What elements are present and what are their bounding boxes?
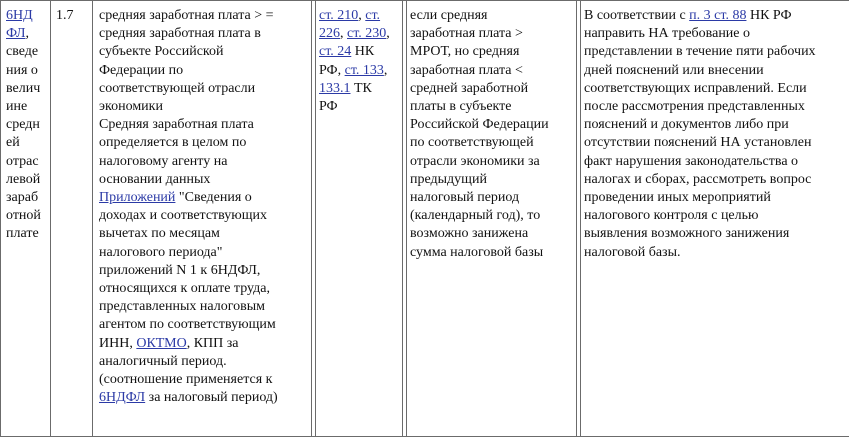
- text-run: Средняя заработная плата: [99, 117, 254, 133]
- text-line: [99, 134, 278, 152]
- text-run: ния о: [6, 62, 38, 78]
- text-run: соответствующей отрасли: [99, 80, 256, 96]
- text-line: [99, 207, 278, 225]
- text-run: отной: [6, 208, 41, 224]
- text-line: [584, 244, 816, 262]
- text-run: если средняя: [410, 8, 488, 23]
- text-run: дней пояснений или внесении: [584, 62, 764, 78]
- cell-ratio-description: [93, 1, 311, 436]
- text-run: ,: [25, 26, 30, 42]
- text-run: экономики: [99, 99, 163, 115]
- text-line: [99, 43, 278, 61]
- text-line: [584, 98, 816, 116]
- table-border-bottom: [0, 436, 849, 437]
- text-line: [6, 98, 41, 116]
- reference-link[interactable]: ФЛ: [6, 26, 26, 42]
- text-run: заработная плата >: [410, 26, 523, 42]
- text-run: платы в субъекте: [410, 99, 512, 115]
- text-run: вычетах по месяцам: [99, 226, 220, 242]
- text-run: Российской Федерации: [410, 117, 549, 133]
- text-run: МРОТ, но средняя: [410, 44, 520, 60]
- column-divider-4: [402, 0, 403, 437]
- text-line: [99, 171, 278, 189]
- text-run: (соотношение применяется к: [99, 372, 273, 388]
- text-run: средняя заработная плата > =: [99, 8, 274, 23]
- text-run: ,: [340, 26, 347, 42]
- reference-link[interactable]: ст. 230: [347, 26, 387, 42]
- text-line: [99, 244, 278, 262]
- text-run: ТК: [350, 80, 372, 96]
- cell-text: [56, 7, 74, 25]
- text-line: [410, 244, 549, 262]
- reference-link[interactable]: 226: [319, 26, 340, 42]
- text-run: ,: [358, 8, 366, 23]
- text-run: определяется в целом по: [99, 135, 247, 151]
- text-line: [6, 62, 41, 80]
- text-line: [99, 80, 278, 98]
- text-line: [6, 134, 41, 152]
- text-run: заработная плата <: [410, 62, 523, 78]
- cell-text: [319, 7, 390, 116]
- text-run: плате: [6, 226, 39, 242]
- text-run: приложений N 1 к 6НДФЛ,: [99, 262, 261, 278]
- text-run: В соответствии с: [584, 8, 690, 23]
- text-run: соответствующих исправлений. Если: [584, 80, 807, 96]
- text-run: зараб: [6, 190, 39, 206]
- text-run: налогового периода": [99, 244, 223, 260]
- text-run: РФ,: [319, 62, 345, 78]
- text-line: [99, 371, 278, 389]
- text-line: [584, 171, 816, 189]
- text-line: [99, 189, 278, 207]
- text-run: предыдущий: [410, 171, 487, 187]
- text-line: [6, 189, 41, 207]
- text-line: [319, 43, 390, 61]
- text-line: [410, 116, 549, 134]
- reference-link[interactable]: ст.: [365, 8, 381, 23]
- text-line: [6, 171, 41, 189]
- text-line: [99, 62, 278, 80]
- cell-text: [99, 7, 278, 407]
- text-run: факт нарушения законодательства о: [584, 153, 799, 169]
- text-run: за налоговый период): [145, 390, 278, 406]
- text-line: [99, 280, 278, 298]
- text-line: [319, 7, 390, 25]
- text-line: [410, 80, 549, 98]
- text-run: РФ: [319, 99, 338, 115]
- text-line: [584, 43, 816, 61]
- text-run: налоговому агенту на: [99, 153, 228, 169]
- text-line: [99, 98, 278, 116]
- text-line: [6, 80, 41, 98]
- text-line: [584, 207, 816, 225]
- cell-action: [581, 1, 849, 436]
- column-divider-3: [311, 0, 312, 437]
- text-run: доходах и соответствующих: [99, 208, 268, 224]
- text-line: [584, 25, 816, 43]
- text-run: возможно занижена: [410, 226, 529, 242]
- text-line: [6, 43, 41, 61]
- text-run: субъекте Российской: [99, 44, 224, 60]
- text-run: 1.7: [56, 8, 74, 23]
- text-line: [584, 225, 816, 243]
- cell-condition: [407, 1, 576, 436]
- text-line: [6, 116, 41, 134]
- text-line: [410, 62, 549, 80]
- text-line: [99, 335, 278, 353]
- reference-link[interactable]: ОКТМО: [136, 335, 187, 351]
- text-run: по соответствующей: [410, 135, 534, 151]
- text-line: [410, 153, 549, 171]
- text-line: [319, 25, 390, 43]
- text-line: [99, 353, 278, 371]
- reference-link[interactable]: 6НДФЛ: [99, 390, 146, 406]
- text-run: аналогичный период.: [99, 353, 227, 369]
- text-run: относящихся к оплате труда,: [99, 281, 270, 297]
- reference-link[interactable]: ст. 24: [319, 44, 352, 60]
- text-run: представленных налоговым: [99, 299, 265, 315]
- text-line: [410, 207, 549, 225]
- text-line: [410, 189, 549, 207]
- text-run: ИНН,: [99, 335, 137, 351]
- text-line: [99, 116, 278, 134]
- cell-legal-references: [316, 1, 402, 436]
- text-line: [99, 389, 278, 407]
- text-line: [6, 7, 41, 25]
- reference-link[interactable]: п. 3 ст. 88: [689, 8, 747, 23]
- text-line: [410, 171, 549, 189]
- text-line: [584, 189, 816, 207]
- cell-ratio-number: [51, 1, 92, 436]
- cell-report-name: [1, 1, 50, 436]
- text-run: налоговой базы.: [584, 244, 681, 260]
- text-run: НК РФ: [746, 8, 792, 23]
- text-run: , КПП за: [186, 335, 239, 351]
- text-line: [99, 25, 278, 43]
- reference-link[interactable]: 6НД: [6, 8, 33, 23]
- text-line: [319, 98, 390, 116]
- text-line: [99, 7, 278, 25]
- text-run: пояснений и документов либо при: [584, 117, 789, 133]
- text-run: средней заработной: [410, 80, 529, 96]
- text-line: [410, 25, 549, 43]
- text-run: велич: [6, 80, 41, 96]
- text-run: ,: [383, 62, 388, 78]
- text-run: налогового контроля с целью: [584, 208, 759, 224]
- text-line: [410, 98, 549, 116]
- text-run: отсутствии пояснений НА установлен: [584, 135, 812, 151]
- text-line: [584, 116, 816, 134]
- text-run: средн: [6, 117, 40, 133]
- text-run: НК: [351, 44, 375, 60]
- cell-text: [410, 7, 549, 262]
- text-run: представлении в течение пяти рабочих: [584, 44, 816, 60]
- text-line: [99, 298, 278, 316]
- text-line: [319, 62, 390, 80]
- text-line: [6, 25, 41, 43]
- text-line: [6, 153, 41, 171]
- text-line: [584, 134, 816, 152]
- text-line: [56, 7, 74, 25]
- reference-link[interactable]: 133.1: [319, 80, 351, 96]
- text-line: [584, 80, 816, 98]
- text-line: [99, 262, 278, 280]
- text-run: выявления возможного занижения: [584, 226, 790, 242]
- column-divider-5: [576, 0, 577, 437]
- text-line: [6, 225, 41, 243]
- text-line: [6, 207, 41, 225]
- text-line: [99, 316, 278, 334]
- text-line: [410, 43, 549, 61]
- text-run: направить НА требование о: [584, 26, 751, 42]
- cell-text: [584, 7, 816, 262]
- text-line: [410, 134, 549, 152]
- text-run: проведении иных мероприятий: [584, 190, 771, 206]
- text-run: Федерации по: [99, 62, 184, 78]
- text-line: [99, 153, 278, 171]
- text-line: [584, 62, 816, 80]
- text-line: [410, 225, 549, 243]
- text-run: "Сведения о: [175, 190, 252, 206]
- text-line: [410, 7, 549, 25]
- text-run: (календарный год), то: [410, 208, 541, 224]
- cell-text: [6, 7, 41, 244]
- text-run: средняя заработная плата в: [99, 26, 261, 42]
- text-run: ине: [6, 99, 28, 115]
- text-run: основании данных: [99, 171, 211, 187]
- text-run: ,: [386, 26, 390, 42]
- reference-link[interactable]: ст. 133: [344, 62, 384, 78]
- text-run: агентом по соответствующим: [99, 317, 276, 333]
- text-run: сведе: [6, 44, 39, 60]
- text-run: левой: [6, 171, 41, 187]
- text-run: отрас: [6, 153, 39, 169]
- text-line: [99, 225, 278, 243]
- text-run: налоговый период: [410, 190, 520, 206]
- text-run: налогах и сборах, рассмотреть вопрос: [584, 171, 812, 187]
- text-line: [584, 7, 816, 25]
- text-run: сумма налоговой базы: [410, 244, 544, 260]
- reference-link[interactable]: Приложений: [99, 190, 176, 206]
- text-line: [584, 153, 816, 171]
- text-line: [319, 80, 390, 98]
- text-run: отрасли экономики за: [410, 153, 540, 169]
- text-run: ей: [6, 135, 20, 151]
- text-run: после рассмотрения представленных: [584, 99, 805, 115]
- reference-link[interactable]: ст. 210: [319, 8, 359, 23]
